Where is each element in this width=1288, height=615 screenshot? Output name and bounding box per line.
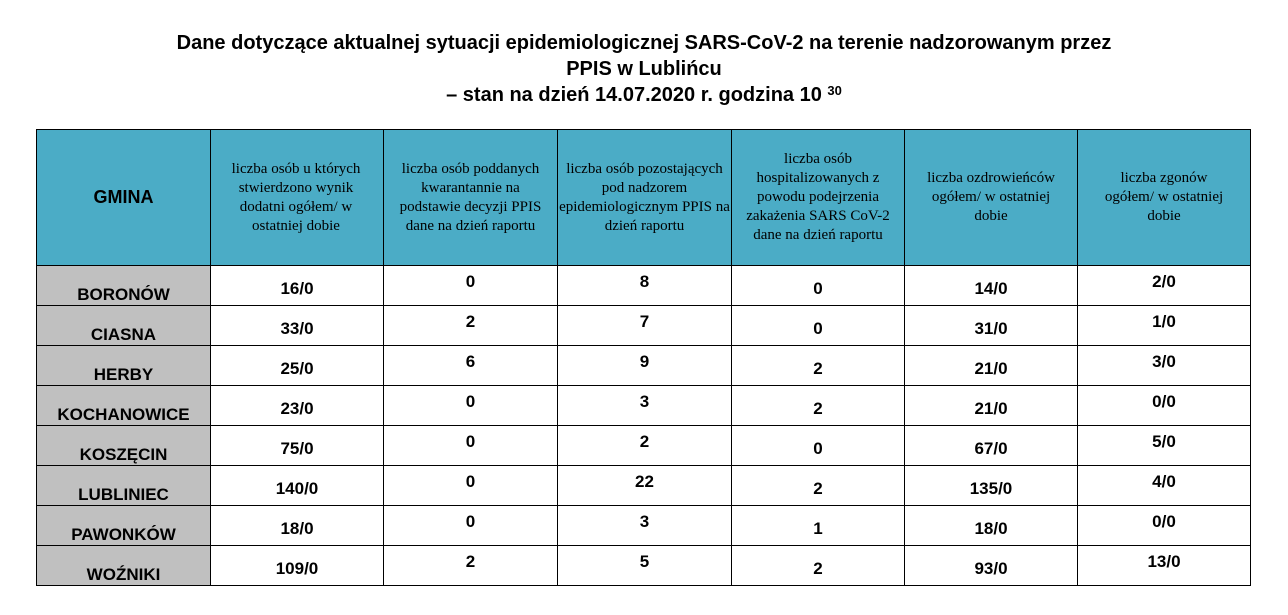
table-header-row: [37, 130, 1251, 266]
cell-gmina-name: KOCHANOWICE: [37, 386, 211, 426]
cell-hospitalized: 2: [732, 546, 905, 586]
title-line-2: PPIS w Lublińcu: [566, 58, 722, 80]
cell-deaths: 5/0: [1078, 426, 1251, 466]
title-line-3: [0, 82, 1288, 108]
header-gmina: GMINA: [37, 130, 211, 266]
cell-recovered: 93/0: [905, 546, 1078, 586]
cell-deaths: 0/0: [1078, 506, 1251, 546]
table-body: [37, 266, 1251, 586]
cell-hospitalized: 2: [732, 386, 905, 426]
header-recovered: liczba ozdrowieńców ogółem/ w ostatniej dobie: [905, 130, 1078, 266]
cell-supervision: 3: [558, 386, 732, 426]
cell-positive-cases: 140/0: [211, 466, 384, 506]
cell-positive-cases: 33/0: [211, 306, 384, 346]
cell-supervision: 2: [558, 426, 732, 466]
cell-hospitalized: 2: [732, 466, 905, 506]
covid-data-table: [36, 129, 1251, 586]
cell-hospitalized: 2: [732, 346, 905, 386]
cell-recovered: 31/0: [905, 306, 1078, 346]
cell-positive-cases: 75/0: [211, 426, 384, 466]
title-line-1: Dane dotyczące aktualnej sytuacji epidemiologicznej SARS-CoV-2 na terenie nadzorowanym przez: [176, 32, 1112, 54]
cell-recovered: 67/0: [905, 426, 1078, 466]
header-quarantine: liczba osób poddanych kwarantannie na podstawie decyzji PPIS dane na dzień raportu: [384, 130, 558, 266]
report-title: [0, 30, 1288, 108]
cell-recovered: 18/0: [905, 506, 1078, 546]
cell-hospitalized: 0: [732, 426, 905, 466]
cell-quarantine: 0: [384, 386, 558, 426]
table-row: [37, 266, 1251, 306]
table-row: [37, 546, 1251, 586]
cell-quarantine: 2: [384, 546, 558, 586]
cell-recovered: 14/0: [905, 266, 1078, 306]
cell-gmina-name: CIASNA: [37, 306, 211, 346]
cell-hospitalized: 0: [732, 306, 905, 346]
cell-gmina-name: KOSZĘCIN: [37, 426, 211, 466]
cell-supervision: 9: [558, 346, 732, 386]
cell-recovered: 135/0: [905, 466, 1078, 506]
cell-positive-cases: 25/0: [211, 346, 384, 386]
cell-quarantine: 6: [384, 346, 558, 386]
cell-deaths: 2/0: [1078, 266, 1251, 306]
cell-quarantine: 0: [384, 466, 558, 506]
table-row: [37, 426, 1251, 466]
header-supervision: liczba osób pozostających pod nadzorem epidemiologicznym PPIS na dzień raportu: [558, 130, 732, 266]
cell-quarantine: 0: [384, 266, 558, 306]
cell-gmina-name: WOŹNIKI: [37, 546, 211, 586]
cell-gmina-name: LUBLINIEC: [37, 466, 211, 506]
title-time-superscript: 30: [827, 83, 842, 98]
cell-supervision: 5: [558, 546, 732, 586]
table-row: [37, 506, 1251, 546]
cell-supervision: 8: [558, 266, 732, 306]
cell-recovered: 21/0: [905, 346, 1078, 386]
cell-deaths: 0/0: [1078, 386, 1251, 426]
header-hospitalized: liczba osób hospitalizowanych z powodu podejrzenia zakażenia SARS CoV-2 dane na dzień raportu: [732, 130, 905, 266]
cell-deaths: 3/0: [1078, 346, 1251, 386]
cell-quarantine: 0: [384, 506, 558, 546]
table-row: [37, 346, 1251, 386]
cell-quarantine: 0: [384, 426, 558, 466]
cell-supervision: 3: [558, 506, 732, 546]
header-positive-cases: liczba osób u których stwierdzono wynik dodatni ogółem/ w ostatniej dobie: [211, 130, 384, 266]
title-date: – stan na dzień 14.07.2020 r. godzina 10: [446, 84, 822, 106]
table-row: [37, 466, 1251, 506]
cell-supervision: 22: [558, 466, 732, 506]
cell-gmina-name: PAWONKÓW: [37, 506, 211, 546]
header-deaths: liczba zgonów ogółem/ w ostatniej dobie: [1078, 130, 1251, 266]
cell-deaths: 1/0: [1078, 306, 1251, 346]
cell-hospitalized: 1: [732, 506, 905, 546]
cell-positive-cases: 16/0: [211, 266, 384, 306]
table-row: [37, 306, 1251, 346]
cell-gmina-name: BORONÓW: [37, 266, 211, 306]
cell-positive-cases: 23/0: [211, 386, 384, 426]
cell-deaths: 13/0: [1078, 546, 1251, 586]
table-row: [37, 386, 1251, 426]
cell-positive-cases: 109/0: [211, 546, 384, 586]
cell-hospitalized: 0: [732, 266, 905, 306]
cell-supervision: 7: [558, 306, 732, 346]
cell-recovered: 21/0: [905, 386, 1078, 426]
cell-positive-cases: 18/0: [211, 506, 384, 546]
cell-quarantine: 2: [384, 306, 558, 346]
cell-gmina-name: HERBY: [37, 346, 211, 386]
cell-deaths: 4/0: [1078, 466, 1251, 506]
